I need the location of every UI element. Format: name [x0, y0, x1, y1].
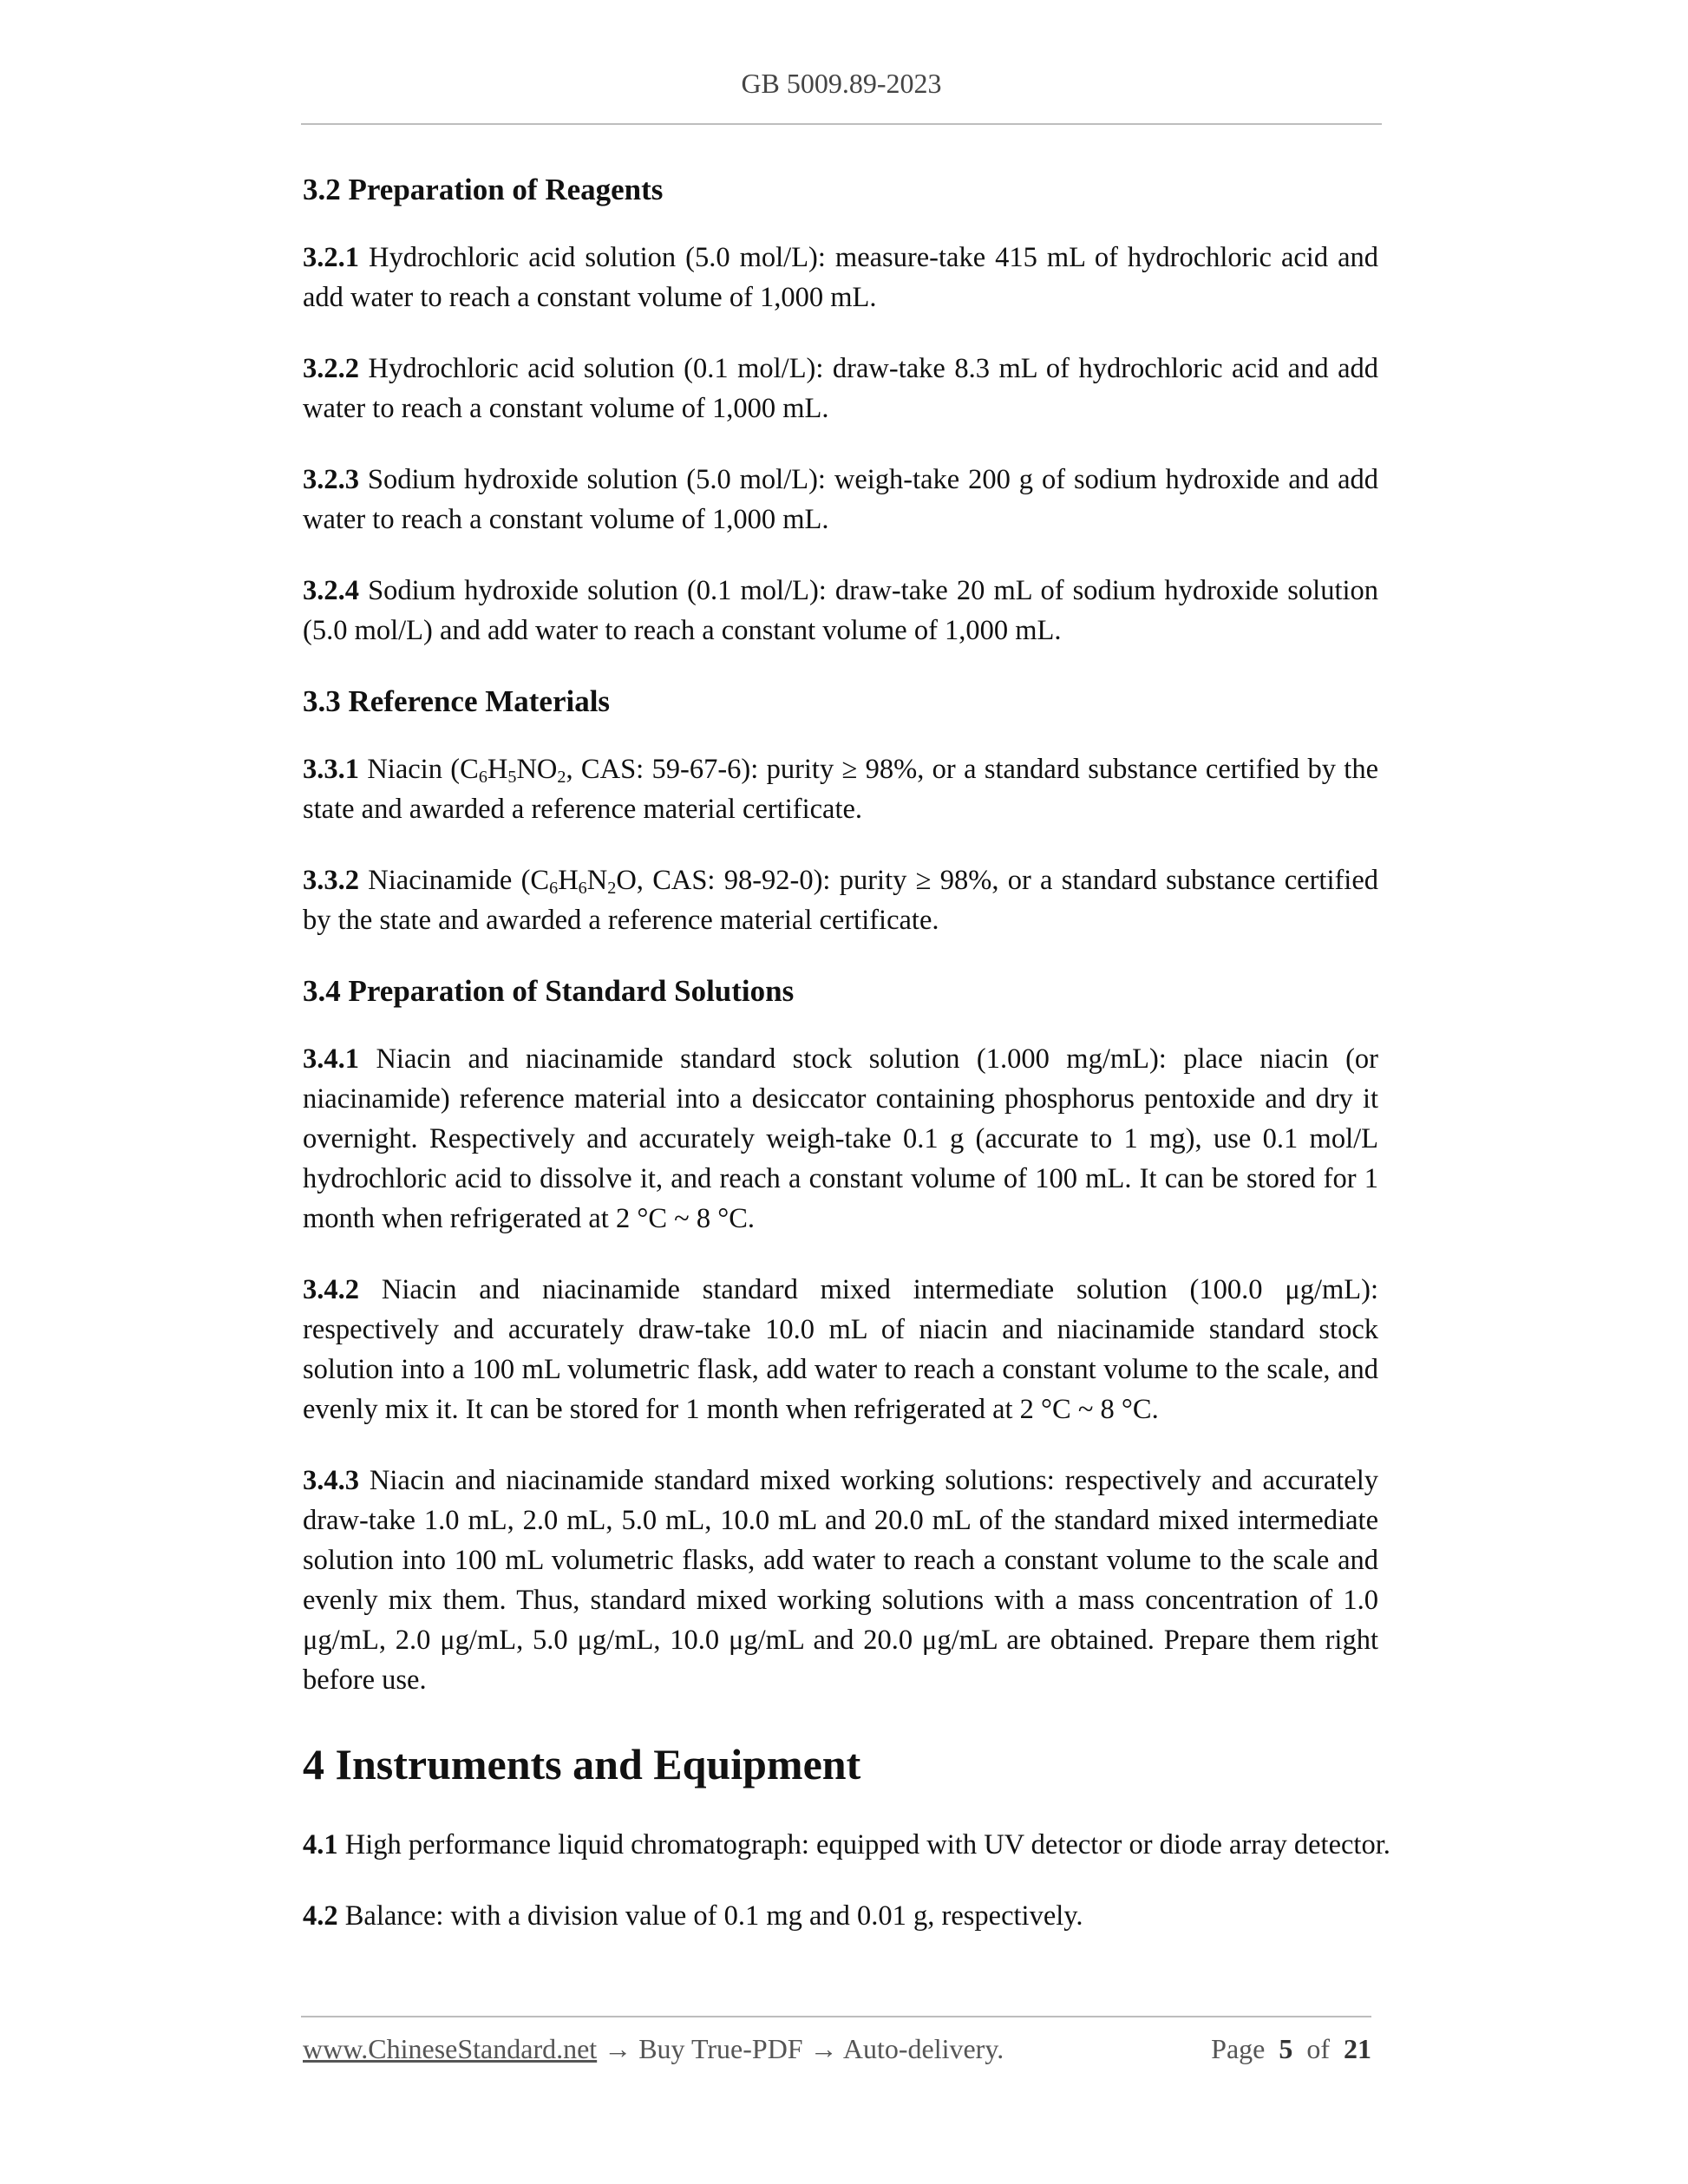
paragraph-3-4-1 [303, 1039, 1378, 1239]
paragraph-3-4-3 [303, 1461, 1378, 1700]
paragraph-text: Balance: with a division value of 0.1 mg and 0.01 g, respectively. [344, 1900, 1083, 1932]
paragraph-text: High performance liquid chromatograph: equipped with UV detector or diode array detector. [344, 1829, 1390, 1860]
paragraph-text: Niacin and niacinamide standard mixed working solutions: respectively and accurately draw-take 1.0 mL, 2.0 mL, 5.0 mL, 10.0 mL and 20.0 mL of the standard mixed intermediate solution into 100 mL volumetric flasks, add water to reach a constant volume to the scale and evenly mix them. Thus, standard mixed working solutions with a mass concentration of 1.0 μg/mL, 2.0 μg/mL, 5.0 μg/mL, 10.0 μg/mL and 20.0 μg/mL are obtained. Prepare them right before use. [303, 1465, 1379, 1696]
paragraph-3-2-1 [303, 238, 1378, 317]
section-heading-3-2: 3.2 Preparation of Reagents [303, 173, 664, 206]
paragraph-text: , CAS: 98-92-0): purity ≥ 98%, or a standard substance certified by the state and awarded a reference material certificate. [303, 865, 1379, 936]
chapter-heading-4: 4 Instruments and Equipment [303, 1740, 861, 1788]
site-link[interactable]: www.ChineseStandard.net [303, 2033, 598, 2064]
clause-number: 3.4.2 [303, 1274, 359, 1305]
page-total: 21 [1344, 2033, 1371, 2064]
clause-number: 3.2.3 [303, 464, 359, 495]
paragraph-3-3-1: 3.3.1 Niacin ($C_6H_5NO_2$, CAS: 59-67-6): purity ≥ 98%, or a standard substance certified by the state and awarded a reference material certificate. [303, 754, 1379, 825]
clause-number: 3.3.2 [303, 865, 359, 896]
clause-number: 3.2.4 [303, 575, 359, 606]
footer-divider [301, 2016, 1371, 2017]
paragraph-3-4-2 [303, 1270, 1378, 1429]
clause-number: 3.2.2 [303, 353, 359, 384]
page-content [303, 170, 1390, 1967]
clause-number: 3.2.1 [303, 242, 359, 273]
document-header: GB 5009.89-2023 [741, 68, 942, 99]
page-number: 5 [1279, 2033, 1293, 2064]
page-footer [303, 2033, 1371, 2065]
section-heading-3-3: 3.3 Reference Materials [303, 684, 611, 718]
paragraph-text: Sodium hydroxide solution (5.0 mol/L): weigh-take 200 g of sodium hydroxide and add water to reach a constant volume of 1,000 mL. [303, 464, 1378, 535]
header-divider [301, 123, 1382, 125]
clause-number: 3.4.3 [303, 1465, 359, 1496]
paragraph-3-2-4 [303, 571, 1378, 651]
chemical-formula: $C_6H_5NO_2$ [460, 754, 566, 788]
paragraph-4-2 [303, 1896, 1378, 1936]
paragraph-text: Hydrochloric acid solution (0.1 mol/L): draw-take 8.3 mL of hydrochloric acid and add water to reach a constant volume of 1,000 mL. [303, 353, 1379, 424]
page-counter: Page 5 of 21 [1211, 2033, 1371, 2064]
footer-tagline: → Buy True-PDF → Auto-delivery. [597, 2033, 1004, 2064]
clause-number: 4.2 [303, 1900, 338, 1932]
clause-number: 4.1 [303, 1829, 338, 1860]
paragraph-text: Niacin and niacinamide standard stock solution (1.000 mg/mL): place niacin (or niacinamide) reference material into a desiccator containing phosphorus pentoxide and dry it overnight. Respectively and accurately weigh-take 0.1 g (accurate to 1 mg), use 0.1 mol/L hydrochloric acid to dissolve it, and reach a constant volume of 100 mL. It can be stored for 1 month when refrigerated at 2 °C ~ 8 °C. [303, 1043, 1379, 1234]
paragraph-3-2-3 [303, 460, 1378, 539]
paragraph-text: Hydrochloric acid solution (5.0 mol/L): measure-take 415 mL of hydrochloric acid and add water to reach a constant volume of 1,000 mL. [303, 242, 1379, 313]
paragraph-3-3-2: 3.3.2 Niacinamide ($C_6H_6N_2O$, CAS: 98-92-0): purity ≥ 98%, or a standard substance certified by the state and awarded a reference material certificate. [303, 865, 1379, 936]
paragraph-4-1 [303, 1825, 1390, 1865]
section-heading-3-4: 3.4 Preparation of Standard Solutions [303, 974, 795, 1008]
paragraph-3-2-2 [303, 349, 1378, 428]
chemical-formula: $C_6H_6N_2O$ [530, 865, 637, 899]
substance-name: Niacinamide [368, 865, 513, 896]
substance-name: Niacin [367, 754, 442, 785]
paragraph-text: Niacin and niacinamide standard mixed intermediate solution (100.0 μg/mL): respectively and accurately draw-take 10.0 mL of niacin and niacinamide standard stock solution into a 100 mL volumetric flask, add water to reach a constant volume to the scale, and evenly mix it. It can be stored for 1 month when refrigerated at 2 °C ~ 8 °C. [303, 1274, 1379, 1425]
clause-number: 3.4.1 [303, 1043, 359, 1075]
paragraph-text: Sodium hydroxide solution (0.1 mol/L): draw-take 20 mL of sodium hydroxide solution (5.0 mol/L) and add water to reach a constant volume of 1,000 mL. [303, 575, 1379, 646]
paragraph-text: , CAS: 59-67-6): purity ≥ 98%, or a standard substance certified by the state and awarded a reference material certificate. [303, 754, 1379, 825]
clause-number: 3.3.1 [303, 754, 359, 785]
